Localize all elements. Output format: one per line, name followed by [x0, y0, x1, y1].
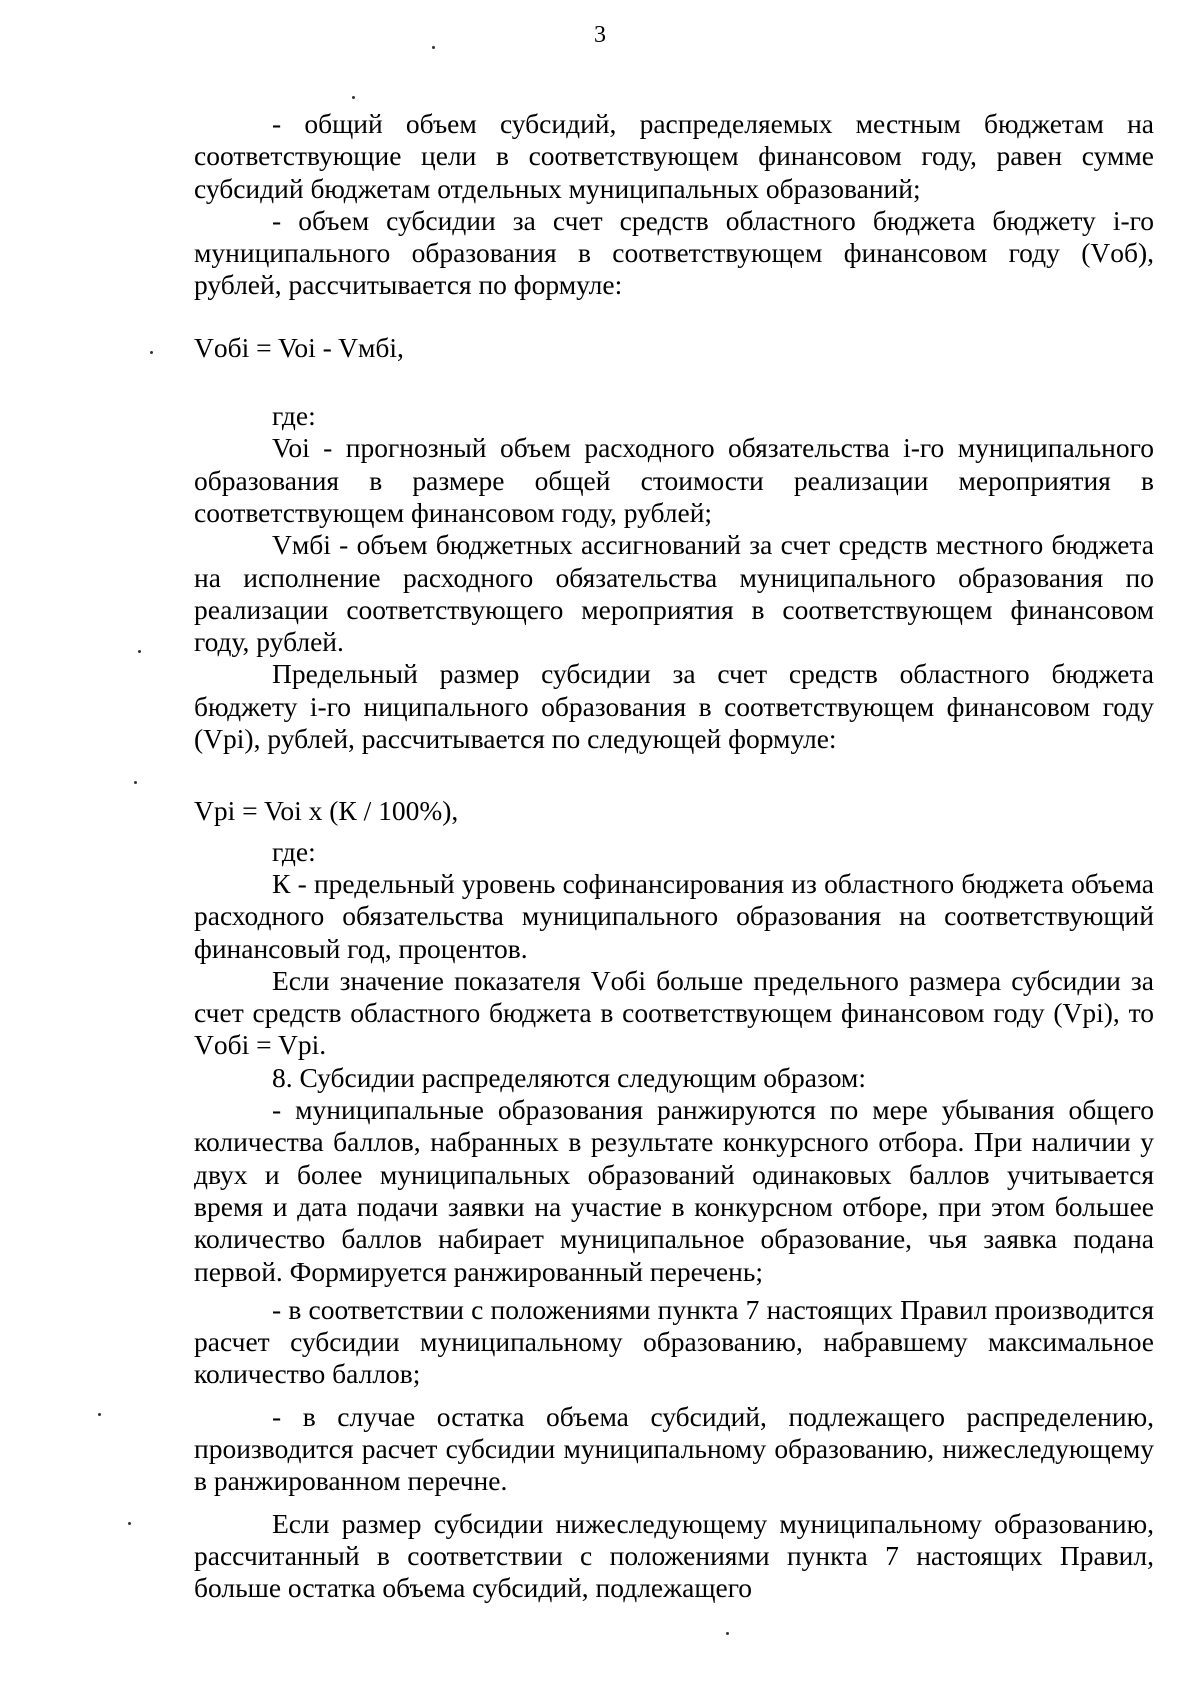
document-body: [194, 108, 1154, 1604]
scan-speck: [138, 650, 141, 653]
definition-k: К - предельный уровень софинансирования из областного бюджета объема расходного обязательства муниципального образования на соответствующий финансовый год, процентов.: [194, 867, 1154, 964]
scan-speck: [128, 1522, 131, 1525]
scan-speck: [352, 96, 355, 99]
paragraph-next-subsidy-size: Если размер субсидии нижеследующему муниципальному образованию, рассчитанный в соответствии с положениями пункта 7 настоящих Правил, больше остатка объема субсидий, подлежащего: [194, 1507, 1154, 1604]
where-label: где:: [272, 400, 316, 432]
scan-speck: [432, 46, 435, 49]
scan-speck: [150, 351, 153, 354]
definition-voi: Voi - прогнозный объем расходного обязательства i-го муниципального образования в размере общей стоимости реализации мероприятия в соответствующем финансовом году, рублей;: [194, 432, 1154, 528]
where-label: где:: [272, 835, 316, 867]
scan-speck: [98, 1413, 101, 1416]
page-number: 3: [594, 22, 606, 48]
paragraph-calculation-max-points: - в соответствии с положениями пункта 7 настоящих Правил производится расчет субсидии муниципальному образованию, набравшему максимальное количество баллов;: [194, 1293, 1154, 1390]
scan-speck: [134, 781, 137, 784]
paragraph-subsidy-volume-formula-intro: - объем субсидии за счет средств областного бюджета бюджету i-го муниципального образования в соответствующем финансовом году (Vоб), рублей, рассчитывается по формуле:: [194, 204, 1154, 301]
paragraph-remainder-calculation: - в случае остатка объема субсидий, подлежащего распределению, производится расчет субсидии муниципальному образованию, нижеследующему в ранжированном перечне.: [194, 1400, 1154, 1497]
definition-vmbi: Vмбi - объем бюджетных ассигнований за счет средств местного бюджета на исполнение расходного обязательства муниципального образования по реализации соответствующего мероприятия в соответствующем финансовом году, рублей.: [194, 529, 1154, 658]
section-8-heading: 8. Субсидии распределяются следующим образом:: [272, 1061, 866, 1093]
formula-vobi: Vобi = Voi - Vмбi,: [194, 331, 404, 363]
scan-speck: [726, 1632, 729, 1635]
formula-vpi: Vpi = Voi x (К / 100%),: [194, 795, 459, 827]
paragraph-ranking: - муниципальные образования ранжируются по мере убывания общего количества баллов, набранных в результате конкурсного отбора. При наличии у двух и более муниципальных образований одинаковых баллов учитывается время и дата подачи заявки на участие в конкурсном отборе, при этом большее количество баллов набирает муниципальное образование, чья заявка подана первой. Формируется ранжированный перечень;: [194, 1094, 1154, 1287]
paragraph-vobi-condition: Если значение показателя Vобi больше предельного размера субсидии за счет средств областного бюджета в соответствующем финансовом году (Vpi), то Vобi = Vpi.: [194, 964, 1154, 1061]
paragraph-total-subsidy-volume: - общий объем субсидий, распределяемых местным бюджетам на соответствующие цели в соответствующем финансовом году, равен сумме субсидий бюджетам отдельных муниципальных образований;: [194, 108, 1154, 204]
paragraph-max-subsidy-formula-intro: Предельный размер субсидии за счет средств областного бюджета бюджету i-го ниципального образования в соответствующем финансовом году (Vpi), рублей, рассчитывается по следующей формуле:: [194, 658, 1154, 755]
